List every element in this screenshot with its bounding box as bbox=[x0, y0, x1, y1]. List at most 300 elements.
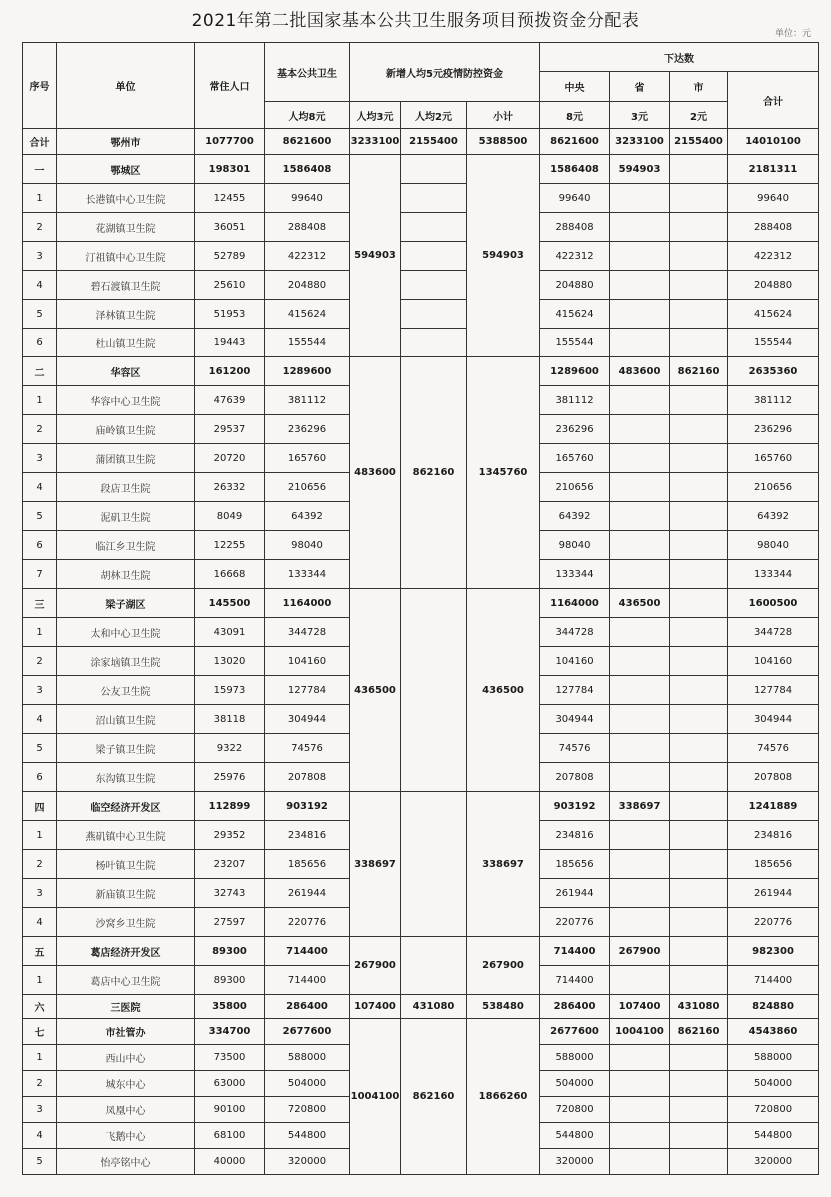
cell-seq: 1 bbox=[23, 821, 57, 850]
cell-unit-name: 新庙镇卫生院 bbox=[57, 879, 195, 908]
cell-total: 1241889 bbox=[728, 792, 819, 821]
cell-city bbox=[670, 300, 728, 329]
cell-population: 198301 bbox=[195, 155, 265, 184]
header-total: 合计 bbox=[728, 72, 819, 129]
cell-unit-name: 庙岭镇卫生院 bbox=[57, 415, 195, 444]
cell-province: 267900 bbox=[610, 937, 670, 966]
cell-population: 40000 bbox=[195, 1149, 265, 1175]
cell-seq: 4 bbox=[23, 1123, 57, 1149]
cell-central: 8621600 bbox=[540, 129, 610, 155]
cell-population: 89300 bbox=[195, 937, 265, 966]
cell-unit-name: 飞鹅中心 bbox=[57, 1123, 195, 1149]
cell-seq: 七 bbox=[23, 1019, 57, 1045]
cell-city bbox=[670, 415, 728, 444]
cell-population: 73500 bbox=[195, 1045, 265, 1071]
cell-city bbox=[670, 1045, 728, 1071]
cell-seq: 四 bbox=[23, 792, 57, 821]
cell-seq: 2 bbox=[23, 850, 57, 879]
cell-new-subtotal: 1866260 bbox=[467, 1019, 540, 1175]
cell-new-2: 2155400 bbox=[401, 129, 467, 155]
cell-seq: 6 bbox=[23, 763, 57, 792]
cell-central: 381112 bbox=[540, 386, 610, 415]
cell-new-2 bbox=[401, 300, 467, 329]
cell-total: 64392 bbox=[728, 502, 819, 531]
cell-central: 320000 bbox=[540, 1149, 610, 1175]
cell-basic-8: 99640 bbox=[265, 184, 350, 213]
cell-basic-8: 2677600 bbox=[265, 1019, 350, 1045]
cell-province bbox=[610, 850, 670, 879]
cell-unit-name: 城东中心 bbox=[57, 1071, 195, 1097]
unit-note: 单位：元 bbox=[774, 29, 811, 39]
cell-basic-8: 381112 bbox=[265, 386, 350, 415]
cell-province bbox=[610, 1149, 670, 1175]
cell-city bbox=[670, 1071, 728, 1097]
cell-central: 1164000 bbox=[540, 589, 610, 618]
header-basic-sub: 人均8元 bbox=[265, 102, 350, 129]
cell-city bbox=[670, 937, 728, 966]
cell-population: 334700 bbox=[195, 1019, 265, 1045]
cell-city bbox=[670, 879, 728, 908]
cell-province bbox=[610, 1123, 670, 1149]
cell-new-3: 594903 bbox=[350, 155, 401, 357]
cell-basic-8: 714400 bbox=[265, 966, 350, 995]
cell-province bbox=[610, 1045, 670, 1071]
cell-city bbox=[670, 647, 728, 676]
cell-unit-name: 胡林卫生院 bbox=[57, 560, 195, 589]
cell-total: 982300 bbox=[728, 937, 819, 966]
cell-new-2 bbox=[401, 242, 467, 271]
cell-new-2: 862160 bbox=[401, 1019, 467, 1175]
cell-basic-8: 588000 bbox=[265, 1045, 350, 1071]
table-row bbox=[23, 242, 819, 271]
cell-central: 74576 bbox=[540, 734, 610, 763]
cell-province bbox=[610, 415, 670, 444]
cell-total: 415624 bbox=[728, 300, 819, 329]
cell-new-2: 431080 bbox=[401, 995, 467, 1019]
cell-population: 8049 bbox=[195, 502, 265, 531]
cell-city bbox=[670, 386, 728, 415]
cell-city bbox=[670, 618, 728, 647]
cell-city: 2155400 bbox=[670, 129, 728, 155]
cell-basic-8: 1289600 bbox=[265, 357, 350, 386]
cell-unit-name: 临江乡卫生院 bbox=[57, 531, 195, 560]
cell-population: 51953 bbox=[195, 300, 265, 329]
cell-population: 20720 bbox=[195, 444, 265, 473]
cell-province bbox=[610, 213, 670, 242]
cell-city bbox=[670, 908, 728, 937]
cell-province bbox=[610, 271, 670, 300]
cell-total: 236296 bbox=[728, 415, 819, 444]
header-basic: 基本公共卫生 bbox=[265, 43, 350, 102]
cell-central: 207808 bbox=[540, 763, 610, 792]
cell-city bbox=[670, 502, 728, 531]
cell-total: 155544 bbox=[728, 329, 819, 357]
cell-total: 544800 bbox=[728, 1123, 819, 1149]
cell-basic-8: 210656 bbox=[265, 473, 350, 502]
cell-total: 344728 bbox=[728, 618, 819, 647]
cell-province bbox=[610, 821, 670, 850]
cell-province bbox=[610, 879, 670, 908]
cell-unit-name: 临空经济开发区 bbox=[57, 792, 195, 821]
cell-city bbox=[670, 676, 728, 705]
cell-province: 594903 bbox=[610, 155, 670, 184]
cell-new-subtotal: 538480 bbox=[467, 995, 540, 1019]
table-row bbox=[23, 589, 819, 618]
cell-total: 104160 bbox=[728, 647, 819, 676]
cell-unit-name: 华容区 bbox=[57, 357, 195, 386]
cell-unit-name: 葛店中心卫生院 bbox=[57, 966, 195, 995]
cell-population: 29537 bbox=[195, 415, 265, 444]
cell-basic-8: 714400 bbox=[265, 937, 350, 966]
cell-seq: 1 bbox=[23, 184, 57, 213]
cell-central: 204880 bbox=[540, 271, 610, 300]
cell-central: 98040 bbox=[540, 531, 610, 560]
header-new-3: 人均3元 bbox=[350, 102, 401, 129]
cell-basic-8: 320000 bbox=[265, 1149, 350, 1175]
header-central: 中央 bbox=[540, 72, 610, 102]
cell-population: 36051 bbox=[195, 213, 265, 242]
cell-new-subtotal: 1345760 bbox=[467, 357, 540, 589]
allocation-table bbox=[22, 42, 819, 1175]
cell-basic-8: 220776 bbox=[265, 908, 350, 937]
cell-basic-8: 204880 bbox=[265, 271, 350, 300]
cell-basic-8: 155544 bbox=[265, 329, 350, 357]
cell-basic-8: 234816 bbox=[265, 821, 350, 850]
header-city: 市 bbox=[670, 72, 728, 102]
cell-central: 288408 bbox=[540, 213, 610, 242]
cell-central: 504000 bbox=[540, 1071, 610, 1097]
cell-population: 25976 bbox=[195, 763, 265, 792]
table-row bbox=[23, 300, 819, 329]
cell-seq: 4 bbox=[23, 908, 57, 937]
header-central-sub: 8元 bbox=[540, 102, 610, 129]
cell-city bbox=[670, 1123, 728, 1149]
cell-population: 68100 bbox=[195, 1123, 265, 1149]
cell-province bbox=[610, 184, 670, 213]
cell-basic-8: 1586408 bbox=[265, 155, 350, 184]
cell-population: 47639 bbox=[195, 386, 265, 415]
cell-new-subtotal: 5388500 bbox=[467, 129, 540, 155]
cell-population: 161200 bbox=[195, 357, 265, 386]
cell-central: 714400 bbox=[540, 966, 610, 995]
cell-central: 422312 bbox=[540, 242, 610, 271]
cell-total: 14010100 bbox=[728, 129, 819, 155]
cell-seq: 五 bbox=[23, 937, 57, 966]
cell-unit-name: 杜山镇卫生院 bbox=[57, 329, 195, 357]
cell-total: 2181311 bbox=[728, 155, 819, 184]
cell-basic-8: 1164000 bbox=[265, 589, 350, 618]
cell-total: 381112 bbox=[728, 386, 819, 415]
header-new-2: 人均2元 bbox=[401, 102, 467, 129]
cell-basic-8: 504000 bbox=[265, 1071, 350, 1097]
cell-population: 16668 bbox=[195, 560, 265, 589]
cell-city bbox=[670, 763, 728, 792]
cell-population: 25610 bbox=[195, 271, 265, 300]
cell-population: 89300 bbox=[195, 966, 265, 995]
cell-city: 862160 bbox=[670, 357, 728, 386]
header-pop: 常住人口 bbox=[195, 43, 265, 129]
cell-unit-name: 公友卫生院 bbox=[57, 676, 195, 705]
cell-unit-name: 段店卫生院 bbox=[57, 473, 195, 502]
cell-basic-8: 422312 bbox=[265, 242, 350, 271]
cell-total: 304944 bbox=[728, 705, 819, 734]
cell-total: 220776 bbox=[728, 908, 819, 937]
cell-population: 52789 bbox=[195, 242, 265, 271]
cell-new-2 bbox=[401, 184, 467, 213]
cell-central: 286400 bbox=[540, 995, 610, 1019]
cell-total: 4543860 bbox=[728, 1019, 819, 1045]
cell-seq: 5 bbox=[23, 502, 57, 531]
cell-central: 104160 bbox=[540, 647, 610, 676]
cell-unit-name: 西山中心 bbox=[57, 1045, 195, 1071]
cell-basic-8: 127784 bbox=[265, 676, 350, 705]
cell-basic-8: 304944 bbox=[265, 705, 350, 734]
cell-basic-8: 415624 bbox=[265, 300, 350, 329]
cell-new-3: 3233100 bbox=[350, 129, 401, 155]
cell-province bbox=[610, 531, 670, 560]
cell-seq: 合计 bbox=[23, 129, 57, 155]
cell-central: 344728 bbox=[540, 618, 610, 647]
header-city-sub: 2元 bbox=[670, 102, 728, 129]
table-row bbox=[23, 792, 819, 821]
cell-basic-8: 8621600 bbox=[265, 129, 350, 155]
cell-central: 220776 bbox=[540, 908, 610, 937]
cell-new-2 bbox=[401, 792, 467, 937]
cell-province bbox=[610, 300, 670, 329]
cell-seq: 2 bbox=[23, 415, 57, 444]
cell-basic-8: 903192 bbox=[265, 792, 350, 821]
cell-city bbox=[670, 792, 728, 821]
header-issued: 下达数 bbox=[540, 43, 819, 72]
cell-city: 431080 bbox=[670, 995, 728, 1019]
cell-province bbox=[610, 242, 670, 271]
cell-total: 234816 bbox=[728, 821, 819, 850]
cell-central: 127784 bbox=[540, 676, 610, 705]
cell-total: 320000 bbox=[728, 1149, 819, 1175]
cell-seq: 6 bbox=[23, 531, 57, 560]
cell-population: 38118 bbox=[195, 705, 265, 734]
cell-city bbox=[670, 821, 728, 850]
cell-province: 436500 bbox=[610, 589, 670, 618]
cell-basic-8: 98040 bbox=[265, 531, 350, 560]
cell-city bbox=[670, 242, 728, 271]
cell-city bbox=[670, 473, 728, 502]
cell-total: 588000 bbox=[728, 1045, 819, 1071]
cell-basic-8: 165760 bbox=[265, 444, 350, 473]
cell-total: 1600500 bbox=[728, 589, 819, 618]
cell-new-subtotal: 267900 bbox=[467, 937, 540, 995]
cell-total: 504000 bbox=[728, 1071, 819, 1097]
cell-new-3: 338697 bbox=[350, 792, 401, 937]
cell-total: 207808 bbox=[728, 763, 819, 792]
cell-city bbox=[670, 329, 728, 357]
cell-province: 107400 bbox=[610, 995, 670, 1019]
cell-city bbox=[670, 850, 728, 879]
cell-province bbox=[610, 908, 670, 937]
cell-basic-8: 288408 bbox=[265, 213, 350, 242]
cell-province bbox=[610, 763, 670, 792]
cell-total: 185656 bbox=[728, 850, 819, 879]
cell-new-2 bbox=[401, 589, 467, 792]
table-row bbox=[23, 155, 819, 184]
cell-province: 1004100 bbox=[610, 1019, 670, 1045]
header-new: 新增人均5元疫情防控资金 bbox=[350, 43, 540, 102]
cell-unit-name: 泽林镇卫生院 bbox=[57, 300, 195, 329]
cell-basic-8: 720800 bbox=[265, 1097, 350, 1123]
cell-basic-8: 261944 bbox=[265, 879, 350, 908]
cell-new-2 bbox=[401, 271, 467, 300]
cell-seq: 一 bbox=[23, 155, 57, 184]
cell-new-3: 107400 bbox=[350, 995, 401, 1019]
cell-population: 23207 bbox=[195, 850, 265, 879]
cell-seq: 三 bbox=[23, 589, 57, 618]
cell-seq: 3 bbox=[23, 242, 57, 271]
cell-total: 714400 bbox=[728, 966, 819, 995]
table-row bbox=[23, 1019, 819, 1045]
cell-basic-8: 207808 bbox=[265, 763, 350, 792]
cell-new-2 bbox=[401, 155, 467, 184]
cell-province bbox=[610, 1071, 670, 1097]
cell-basic-8: 344728 bbox=[265, 618, 350, 647]
cell-seq: 3 bbox=[23, 1097, 57, 1123]
cell-population: 12255 bbox=[195, 531, 265, 560]
header-new-sub: 小计 bbox=[467, 102, 540, 129]
cell-province bbox=[610, 1097, 670, 1123]
table-row bbox=[23, 357, 819, 386]
cell-province bbox=[610, 444, 670, 473]
table-row bbox=[23, 129, 819, 155]
cell-unit-name: 汀祖镇中心卫生院 bbox=[57, 242, 195, 271]
cell-province bbox=[610, 966, 670, 995]
cell-unit-name: 葛店经济开发区 bbox=[57, 937, 195, 966]
cell-central: 544800 bbox=[540, 1123, 610, 1149]
cell-city bbox=[670, 184, 728, 213]
cell-unit-name: 太和中心卫生院 bbox=[57, 618, 195, 647]
cell-city bbox=[670, 560, 728, 589]
cell-unit-name: 梁子湖区 bbox=[57, 589, 195, 618]
cell-new-subtotal: 594903 bbox=[467, 155, 540, 357]
cell-city bbox=[670, 1149, 728, 1175]
cell-basic-8: 64392 bbox=[265, 502, 350, 531]
cell-unit-name: 沼山镇卫生院 bbox=[57, 705, 195, 734]
cell-basic-8: 236296 bbox=[265, 415, 350, 444]
cell-central: 155544 bbox=[540, 329, 610, 357]
cell-basic-8: 133344 bbox=[265, 560, 350, 589]
cell-total: 422312 bbox=[728, 242, 819, 271]
cell-unit-name: 怡亭铭中心 bbox=[57, 1149, 195, 1175]
cell-new-3: 483600 bbox=[350, 357, 401, 589]
cell-total: 127784 bbox=[728, 676, 819, 705]
cell-province bbox=[610, 473, 670, 502]
header-prov: 省 bbox=[610, 72, 670, 102]
cell-basic-8: 286400 bbox=[265, 995, 350, 1019]
cell-city bbox=[670, 444, 728, 473]
cell-unit-name: 沙窝乡卫生院 bbox=[57, 908, 195, 937]
cell-population: 43091 bbox=[195, 618, 265, 647]
cell-basic-8: 74576 bbox=[265, 734, 350, 763]
cell-province bbox=[610, 386, 670, 415]
cell-total: 2635360 bbox=[728, 357, 819, 386]
cell-province bbox=[610, 560, 670, 589]
cell-city bbox=[670, 734, 728, 763]
cell-seq: 1 bbox=[23, 618, 57, 647]
cell-seq: 4 bbox=[23, 473, 57, 502]
cell-seq: 1 bbox=[23, 1045, 57, 1071]
table-row bbox=[23, 184, 819, 213]
cell-unit-name: 燕矶镇中心卫生院 bbox=[57, 821, 195, 850]
cell-central: 234816 bbox=[540, 821, 610, 850]
cell-total: 720800 bbox=[728, 1097, 819, 1123]
table-row bbox=[23, 995, 819, 1019]
cell-city bbox=[670, 531, 728, 560]
cell-unit-name: 鄂城区 bbox=[57, 155, 195, 184]
cell-central: 165760 bbox=[540, 444, 610, 473]
cell-central: 236296 bbox=[540, 415, 610, 444]
cell-unit-name: 蒲团镇卫生院 bbox=[57, 444, 195, 473]
cell-central: 415624 bbox=[540, 300, 610, 329]
cell-city bbox=[670, 589, 728, 618]
cell-total: 261944 bbox=[728, 879, 819, 908]
cell-province bbox=[610, 502, 670, 531]
cell-central: 1586408 bbox=[540, 155, 610, 184]
cell-unit-name: 梁子镇卫生院 bbox=[57, 734, 195, 763]
cell-central: 99640 bbox=[540, 184, 610, 213]
cell-population: 13020 bbox=[195, 647, 265, 676]
cell-population: 29352 bbox=[195, 821, 265, 850]
cell-seq: 5 bbox=[23, 300, 57, 329]
cell-city bbox=[670, 705, 728, 734]
cell-population: 15973 bbox=[195, 676, 265, 705]
cell-central: 64392 bbox=[540, 502, 610, 531]
cell-unit-name: 杨叶镇卫生院 bbox=[57, 850, 195, 879]
cell-central: 720800 bbox=[540, 1097, 610, 1123]
table-row bbox=[23, 329, 819, 357]
cell-province bbox=[610, 618, 670, 647]
cell-province bbox=[610, 705, 670, 734]
cell-seq: 3 bbox=[23, 676, 57, 705]
cell-population: 112899 bbox=[195, 792, 265, 821]
cell-total: 74576 bbox=[728, 734, 819, 763]
cell-unit-name: 花湖镇卫生院 bbox=[57, 213, 195, 242]
cell-city: 862160 bbox=[670, 1019, 728, 1045]
cell-new-2 bbox=[401, 329, 467, 357]
header-seq: 序号 bbox=[23, 43, 57, 129]
cell-basic-8: 185656 bbox=[265, 850, 350, 879]
cell-province bbox=[610, 329, 670, 357]
cell-population: 12455 bbox=[195, 184, 265, 213]
cell-new-subtotal: 338697 bbox=[467, 792, 540, 937]
cell-population: 9322 bbox=[195, 734, 265, 763]
cell-population: 145500 bbox=[195, 589, 265, 618]
cell-new-2 bbox=[401, 213, 467, 242]
cell-central: 185656 bbox=[540, 850, 610, 879]
cell-total: 98040 bbox=[728, 531, 819, 560]
cell-seq: 5 bbox=[23, 1149, 57, 1175]
cell-central: 714400 bbox=[540, 937, 610, 966]
cell-new-2 bbox=[401, 937, 467, 995]
header-unit: 单位 bbox=[57, 43, 195, 129]
cell-unit-name: 华容中心卫生院 bbox=[57, 386, 195, 415]
cell-central: 210656 bbox=[540, 473, 610, 502]
cell-unit-name: 涂家垴镇卫生院 bbox=[57, 647, 195, 676]
cell-central: 1289600 bbox=[540, 357, 610, 386]
cell-seq: 1 bbox=[23, 966, 57, 995]
cell-central: 304944 bbox=[540, 705, 610, 734]
cell-central: 588000 bbox=[540, 1045, 610, 1071]
cell-province bbox=[610, 734, 670, 763]
cell-population: 27597 bbox=[195, 908, 265, 937]
cell-central: 2677600 bbox=[540, 1019, 610, 1045]
